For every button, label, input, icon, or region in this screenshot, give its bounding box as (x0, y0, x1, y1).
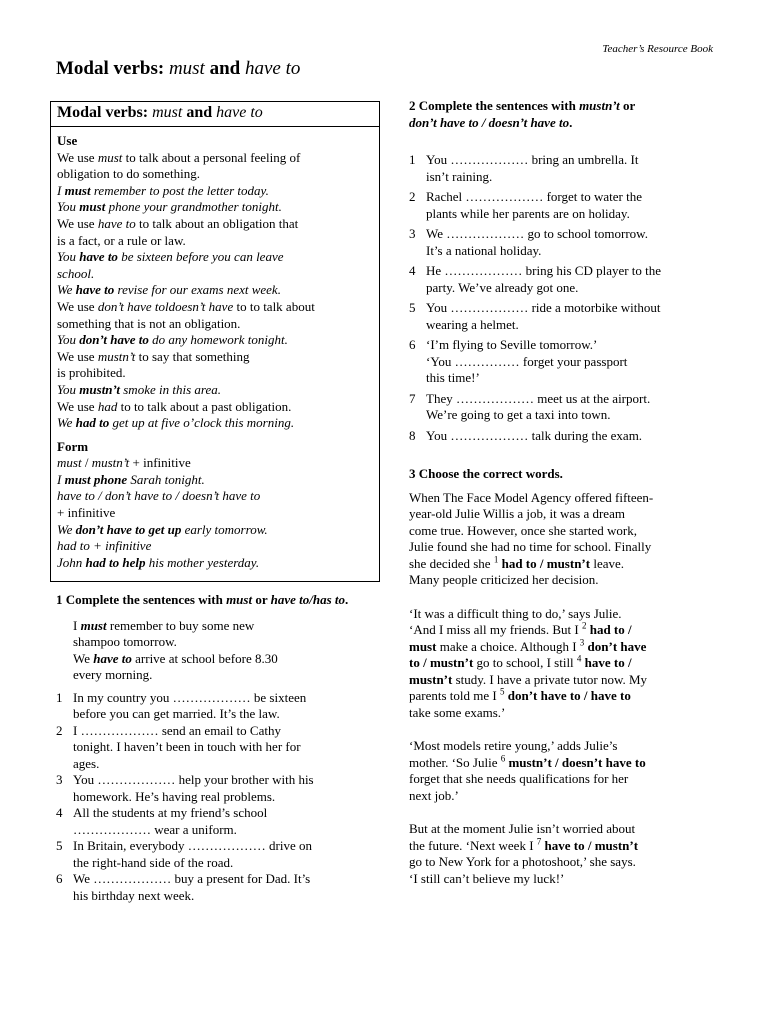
list-item: 5 You ……………… ride a motorbike without wearing a helmet. (409, 300, 661, 332)
grammar-line: We use had to to talk about a past obligation. (57, 398, 292, 414)
grammar-line: We use must to talk about a personal feeling of (57, 149, 301, 165)
exercise-3-heading: 3 Choose the correct words. (409, 466, 563, 481)
form-line: must / mustn’t + infinitive (57, 455, 191, 471)
grammar-box (50, 101, 380, 582)
example-line: You have to be sixteen before you can leave (57, 249, 284, 265)
exercise-3 (409, 466, 719, 887)
grammar-box-header (51, 102, 379, 127)
example-line: We have to revise for our exams next week. (57, 282, 281, 298)
list-item: 1 You ……………… bring an umbrella. It isn’t raining. (409, 152, 639, 184)
story-paragraph: ‘It was a difficult thing to do,’ says Julie. ‘And I miss all my friends. But I $^2$ had to / must make a choice. Although I $^3$ don’t have to / mustn’t go to school, I still $^4$ have to / mustn’t study. I have a private tutor now. My parents told me I $^5$ don’t have to / have to take some exams.’ (409, 605, 648, 720)
example-line: You mustn’t smoke in this area. (57, 381, 221, 397)
use-heading: Use (57, 133, 78, 148)
form-line: + infinitive (57, 505, 116, 521)
list-item: 2 Rachel ……………… forget to water the plants while her parents are on holiday. (409, 189, 643, 221)
list-item: 3 You ……………… help your brother with his homework. He’s having real problems. (56, 772, 314, 804)
story-paragraph: When The Face Model Agency offered fifteen- year-old Julie Willis a job, it was a dream come true. However, once she started work, Julie found she had no time for school. Finally she decided she $^1$ had to / mustn’t leave. Many people criticized her decision. (409, 489, 654, 587)
list-item: 4 He ……………… bring his CD player to the party. We’ve already got one. (409, 263, 662, 295)
grammar-line: We use mustn’t to say that something (57, 348, 250, 364)
list-item: 3 We ……………… go to school tomorrow. It’s a national holiday. (409, 226, 648, 258)
example-line: John had to help his mother yesterday. (57, 554, 260, 570)
story-paragraph: But at the moment Julie isn’t worried about the future. ‘Next week I $^7$ have to / mustn’t go to New York for a photoshoot,’ she says. ‘I still can’t believe my luck!’ (409, 821, 639, 886)
list-item: 6 We ……………… buy a present for Dad. It’s his birthday next week. (56, 871, 311, 903)
list-item: 4 All the students at my friend’s school ……………… wear a uniform. (56, 805, 268, 837)
exercise-1-examples: I must remember to buy some new shampoo tomorrow. We have to arrive at school before 8.30 every morning. (73, 617, 278, 682)
grammar-line: is a fact, or a rule or law. (57, 232, 186, 248)
example-line: You don’t have to do any homework tonight. (57, 332, 288, 348)
exercise-1-heading: 1 Complete the sentences with must or have to/has to. (56, 592, 349, 607)
form-heading: Form (57, 438, 89, 454)
list-item: 6 ‘I’m flying to Seville tomorrow.’ ‘You …………… forget your passport this time!’ (409, 337, 628, 385)
form-line: have to / don’t have to / doesn’t have to (57, 488, 261, 504)
example-line: We had to get up at five o’clock this morning. (57, 415, 295, 431)
list-item: 5 In Britain, everybody ……………… drive on the right-hand side of the road. (56, 838, 313, 870)
exercise-2 (409, 98, 719, 444)
grammar-line: We use don’t have toldoesn’t have to to talk about (57, 298, 315, 314)
grammar-line: something that is not an obligation. (57, 315, 241, 331)
grammar-line: We use have to to talk about an obligation that (57, 215, 299, 231)
grammar-line: is prohibited. (57, 365, 126, 381)
form-line: had to + infinitive (57, 538, 152, 554)
book-label: Teacher’s Resource Book (602, 43, 713, 55)
example-line: I must remember to post the letter today. (57, 182, 269, 198)
grammar-line: obligation to do something. (57, 166, 200, 182)
grammar-box-title: Modal verbs: must and have to (57, 104, 263, 121)
example-line: We don’t have to get up early tomorrow. (57, 521, 268, 537)
example-line: You must phone your grandmother tonight. (57, 199, 282, 215)
exercise-2-heading: 2 Complete the sentences with mustn’t or don’t have to / doesn’t have to. (409, 98, 636, 130)
list-item: 1 In my country you ……………… be sixteen before you can get married. It’s the law. (56, 689, 307, 721)
story-paragraph: ‘Most models retire young,’ adds Julie’s mother. ‘So Julie $^6$ mustn’t / doesn’t have to forget that she needs qualifications for her next job.’ (409, 738, 646, 803)
list-item: 2 I ……………… send an email to Cathy tonight. I haven’t been in touch with her for ages. (56, 722, 301, 771)
grammar-box-body (57, 133, 375, 571)
exercise-1 (56, 592, 366, 904)
example-line: I must phone Sarah tonight. (57, 471, 205, 487)
page-title: Modal verbs: must and have to (56, 58, 301, 79)
list-item: 8 You ……………… talk during the exam. (409, 427, 643, 443)
example-line: school. (57, 265, 95, 281)
list-item: 7 They ……………… meet us at the airport. We’re going to get a taxi into town. (409, 390, 651, 422)
